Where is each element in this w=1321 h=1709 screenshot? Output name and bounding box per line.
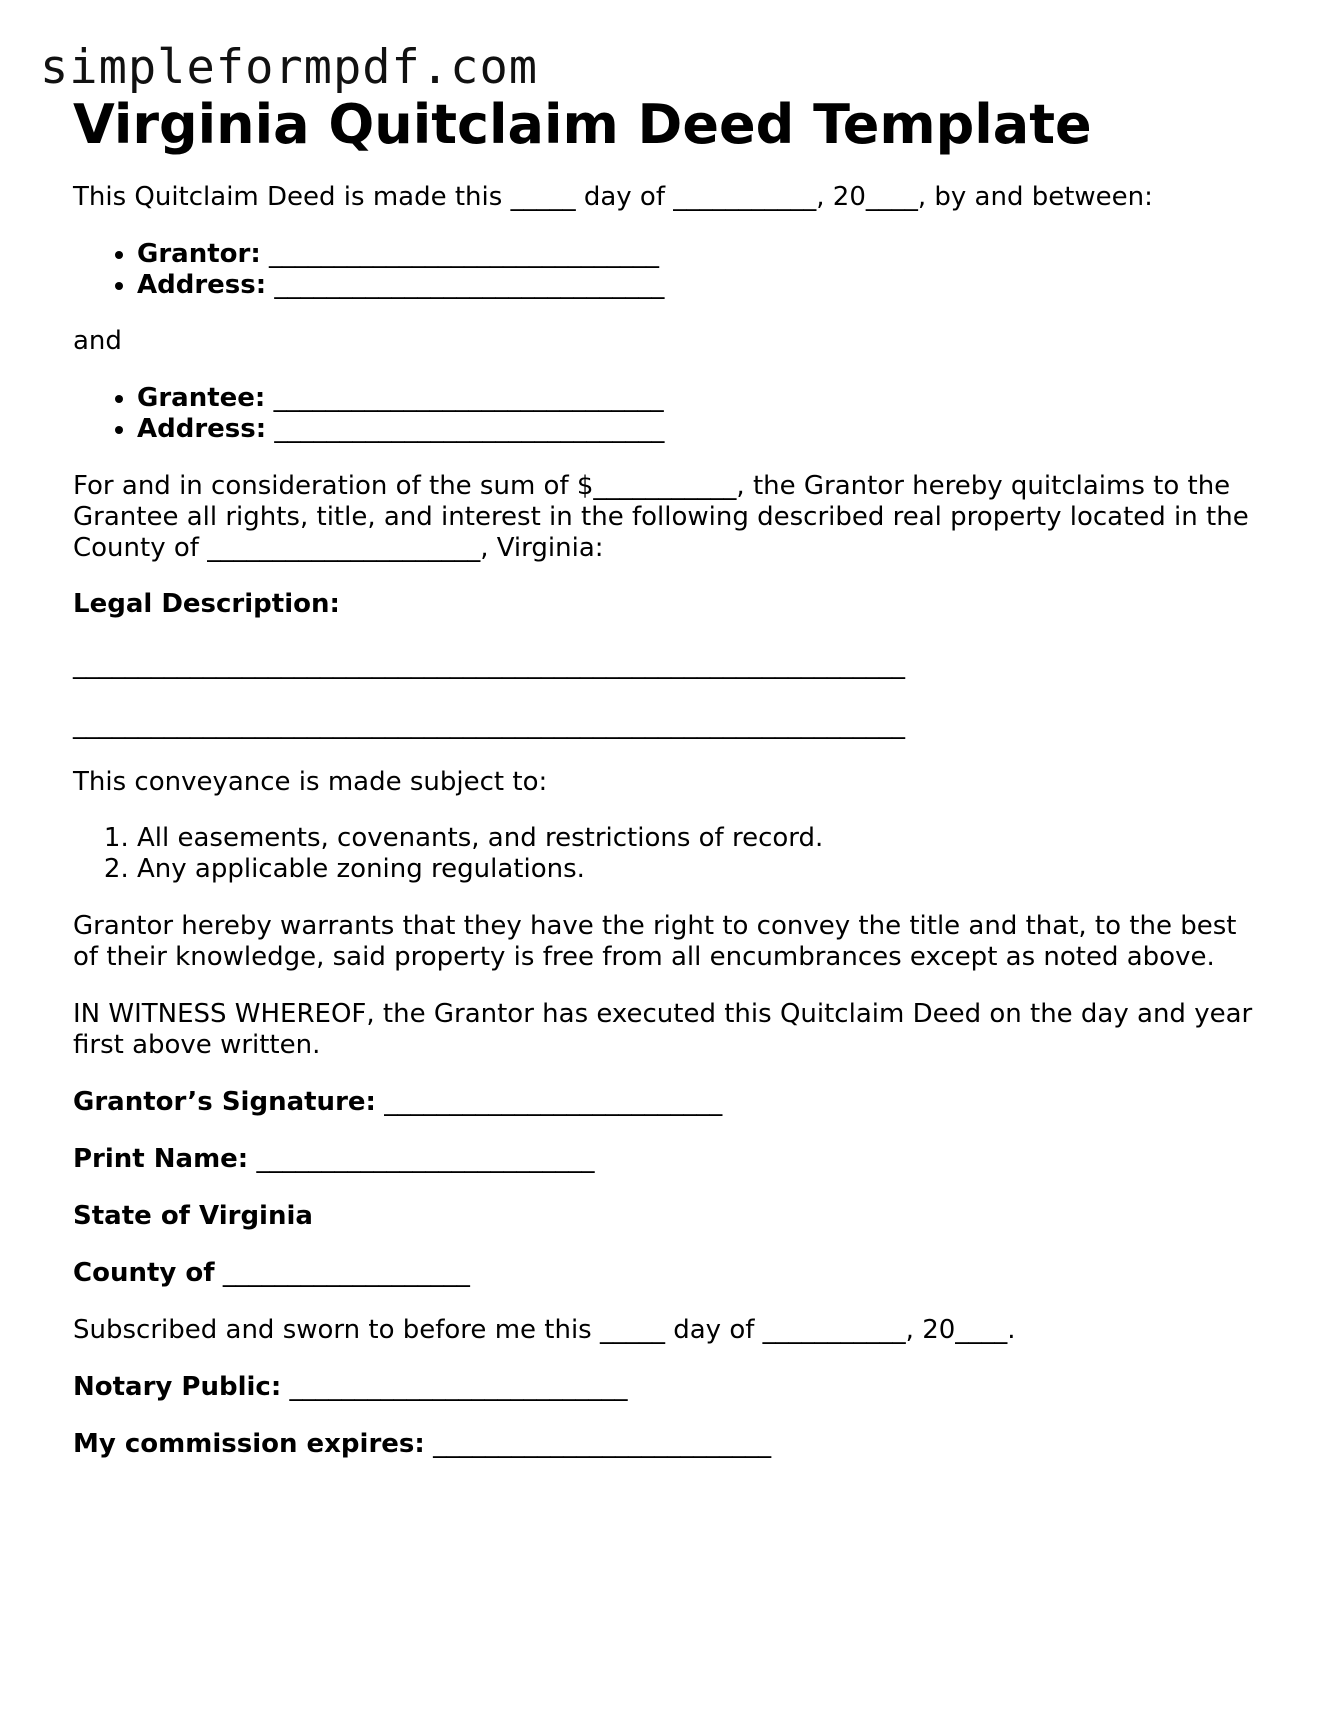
grantor-blank: ______________________________ [269, 239, 659, 269]
notary-line [73, 1372, 1263, 1403]
grantor-address-label: Address: [137, 270, 267, 300]
document-body [73, 90, 1263, 1460]
grantee-label: Grantee: [137, 383, 266, 413]
grantee-address-label: Address: [137, 414, 267, 444]
grantee-item [137, 383, 1263, 414]
subject-item-easements: 1. All easements, covenants, and restrictions of record. [137, 823, 1263, 854]
notary-label: Notary Public: [73, 1372, 282, 1402]
county-line [73, 1258, 1263, 1289]
warrants-paragraph: Grantor hereby warrants that they have the right to convey the title and that, to the best of their knowledge, said property is free from all encumbrances except as noted above. [73, 911, 1237, 972]
county-blank: ___________________ [222, 1258, 470, 1288]
grantor-label: Grantor: [137, 239, 261, 269]
grantor-signature-blank: __________________________ [384, 1087, 723, 1117]
grantor-address-item [137, 270, 1263, 301]
subject-intro: This conveyance is made subject to: [73, 767, 548, 797]
subject-list [73, 823, 1263, 885]
consideration-paragraph: For and in consideration of the sum of $___________, the Grantor hereby quitclaims to the Grantee all rights, title, and interest in the following described real property located in the County of _____________________, Virginia: [73, 471, 1249, 563]
legal-description-line-1: ________________________________________________________________ [73, 650, 905, 680]
grantor-signature-label: Grantor’s Signature: [73, 1087, 376, 1117]
grantor-address-blank: ______________________________ [274, 270, 665, 300]
county-label: County of [73, 1258, 215, 1288]
grantee-address-blank: ______________________________ [274, 414, 665, 444]
state-label: State of Virginia [73, 1201, 313, 1231]
commission-line [73, 1429, 1263, 1460]
legal-description-line-2: ________________________________________________________________ [73, 710, 905, 740]
grantor-signature-line [73, 1087, 1263, 1118]
subject-item-zoning: 2. Any applicable zoning regulations. [137, 854, 1263, 885]
grantor-item [137, 239, 1263, 270]
grantor-list [73, 239, 1263, 301]
print-name-blank: __________________________ [256, 1144, 595, 1174]
commission-label: My commission expires: [73, 1429, 425, 1459]
witness-paragraph: IN WITNESS WHEREOF, the Grantor has executed this Quitclaim Deed on the day and year first above written. [73, 999, 1253, 1060]
commission-blank: __________________________ [433, 1429, 772, 1459]
print-name-label: Print Name: [73, 1144, 249, 1174]
document-title: Virginia Quitclaim Deed Template [73, 93, 1092, 156]
and-text: and [73, 326, 122, 356]
intro-paragraph: This Quitclaim Deed is made this _____ day of ___________, 20____, by and between: [73, 182, 1153, 212]
grantee-address-item [137, 414, 1263, 445]
sworn-line: Subscribed and sworn to before me this _____ day of ___________, 20____. [73, 1315, 1016, 1345]
legal-description-label: Legal Description: [73, 589, 340, 619]
notary-blank: __________________________ [289, 1372, 628, 1402]
print-name-line [73, 1144, 1263, 1175]
grantee-list [73, 383, 1263, 445]
site-watermark: simpleformpdf.com [40, 40, 539, 95]
grantee-blank: ______________________________ [273, 383, 664, 413]
